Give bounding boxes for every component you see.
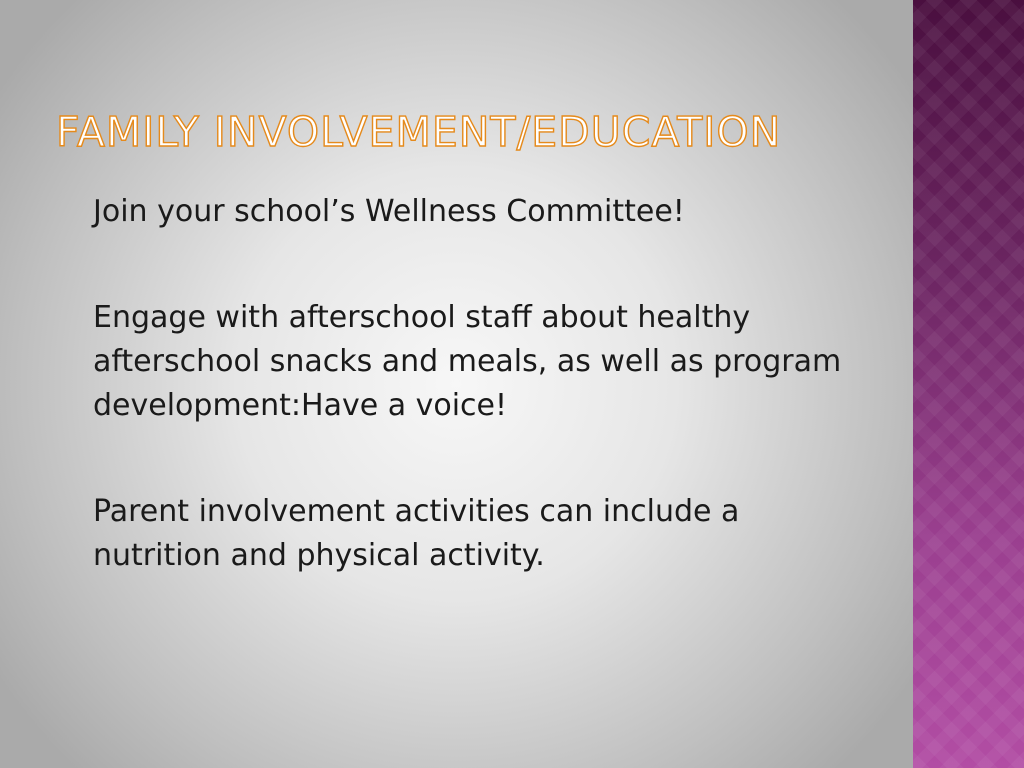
- body-text-list: [93, 190, 853, 640]
- body-paragraph: Parent involvement activities can include a nutrition and physical activity.: [93, 494, 740, 573]
- body-paragraph: Join your school’s Wellness Committee!: [93, 194, 685, 229]
- body-paragraph: Engage with afterschool staff about healthy afterschool snacks and meals, as well as program development:Have a voice!: [93, 300, 842, 423]
- decorative-side-panel: [913, 0, 1024, 768]
- slide-title: FAMILY INVOLVEMENT/EDUCATION: [56, 108, 782, 156]
